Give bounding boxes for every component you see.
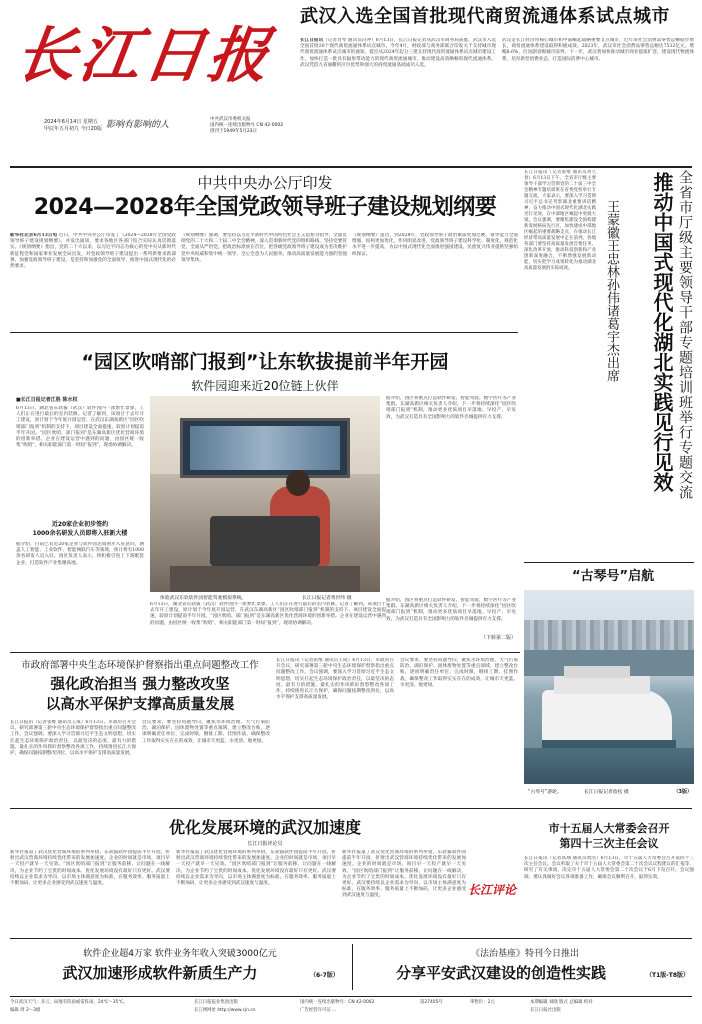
xinhua-col-3: 《规划纲要》提出，到2028年，党政领导班子政治素质更加过硬，领导能力全面增强，结构更加优化，作风明显改进，党政领导班子建设科学化、制度化、规范化水平进一步提高，为以中国式现代化全面推进强国建设、民族复兴伟业提供坚强组织保证。 [352, 233, 518, 257]
xinhua-col-1: 新华社北京6月13日电 近日，中共中央办公厅印发了《2024—2028年全国党政领导班子建设规划纲要》，并发出通知，要求各地区各部门结合实际认真贯彻落实。《规划纲要》指出，党的二十大以来，以习近平同志为核心的党中央从新时代新征程党和国家事业发展全局出发，对党政领导班子建设提出一系列新要求新部署。加强党政领导班子建设，是坚持和加强党的全面领导、推进中国式现代化的必然要求。 [10, 233, 176, 270]
env-body: 长江日报讯（记者张维 通讯员王成）6月13日，市政府召开会议，研究部署第三轮中央生态环境保护督察指出重点问题整改工作。会议强调，要深入学习贯彻习近平生态文明思想，切实扛起生态环境保护政治责任，以最坚决的态度、最有力的措施、最扎实的作风抓好督察整改各项工作，持续推进长江大保护，确保问题按期整改到位，以高水平保护支撑高质量发展。 [10, 720, 136, 757]
forum-headline[interactable]: 推动中国式现代化湖北实践见行见效 [650, 172, 674, 492]
env-story [10, 656, 520, 806]
top-story-body-1: 长江日报讯（记者肖琴 通讯员冯冲）6月13日，长江日报记者从武汉市商务局获悉，武汉市入选全国首批20个现代商贸流通体系试点城市。今年4月，财政部与商务部联合印发关于支持城市现代商贸流通体系试点城市的通知，提出从2024年起分三批支持现代商贸流通体系试点城市建设工作，加快打造一批具有辐射带动能力的现代商贸流通城市，推动建设高效顺畅的现代流通体系。武汉凭借九省通衢的区位优势和强大的商贸流通基础成功入选。 [300, 38, 496, 68]
software-bottom-right: 据介绍，园区将重点打造软件研发、智能驾驶、数字医疗等产业集群。东湖高新区相关负责人介绍，下一步将持续深化“园区吹哨部门报到”机制，推动更多优质项目早落地、早投产、早见效，为武汉打造具有全国影响力的软件名城提供有力支撑。 [386, 598, 516, 622]
xinhua-col-2: 《规划纲要》强调，要坚持以习近平新时代中国特色社会主义思想为指导，全面贯彻党的二十大和二十届二中全会精神，深入贯彻新时代党的组织路线，坚持党要管党、全面从严治党，把政治标准放在首位，把各级党政领导班子建设成为坚决维护党中央权威和集中统一领导、全心全意为人民服务、推动高质量发展能力强的坚强领导集体。 [181, 233, 347, 263]
imprint-weather: 今日武汉天气：多云，局地有阵雨或雷阵雨，24℃～35℃。 [10, 1000, 128, 1005]
editorial-body-1: 新华社报道了武汉优化营商环境的系列举措。东软拔软件园提前半年开园，折射出武汉营商环境持续优化带来的发展加速度。企业的时间就是市场，项目早一天投产就早一天见效。“园区吹哨部门报到”让服务前移，让问题在一线解决，为企业节约了宝贵的时间成本。优化发展环境没有最好只有更好。武汉要持续以企业需求为导向，以市场主体满意度为标准，在服务效率、服务质量上不断加码，让更多企业感受到武汉速度与温度。 [10, 850, 170, 887]
software-story [10, 336, 520, 648]
imprint-staff: 本期编辑 刘晓 版式 总编辑 校对 [530, 1000, 593, 1005]
imprint-publisher: 长江日报社出版 [530, 1008, 561, 1013]
software-bottom-text: 6月13日，湖北省东软拔（武汉）软件园内一派繁忙景象，工人们正在进行最后的室内装修。记者了解到，该项目于去年开工建设，原计划于今年底开园运营，在武汉东湖高新区“园区吹哨部门报到”机制的支持下，项目建设全面提速，较原计划提前半年开园。“园区吹哨、部门报到”是东湖高新区优化营商环境的创新举措。企业在建设运营中遇到的问题，由园区统一收集“吹哨”，相关职能部门第一时间“报到”，现场协调解决。 [150, 602, 386, 626]
teaser-law-ref: （T1版-T8版） [646, 972, 690, 979]
editorial-stamp: 长江评论 [468, 883, 517, 897]
software-photo-credit: 长江日报记者黄世纬 摄 [302, 596, 352, 601]
imprint-price: 零售价：2元 [470, 1000, 495, 1005]
teaser-software-line1: 软件企业超4万家 软件业务年收入突破3000亿元 [83, 949, 277, 959]
guqin-title[interactable]: “古琴号”启航 [572, 569, 655, 584]
guqin-caption: “古琴号”游轮。 [528, 790, 562, 795]
software-subtitle-2: 1000余名研发人员即将入驻新大楼 [32, 530, 128, 537]
guqin-credit: 长江日报记者詹松 摄 [584, 790, 629, 795]
env-headline-2[interactable]: 以高水平保护支撑高质量发展 [45, 697, 235, 713]
software-subtitle-1: 近20家企业初步签约 [51, 521, 109, 528]
npc-headline-1[interactable]: 市十五届人大常委会召开 [548, 822, 670, 835]
editorial-byline: 长江日报评论员 [247, 841, 283, 847]
masthead-founded: 创刊于1949年5月23日 [210, 129, 258, 134]
masthead-date: 2024年6月14日 星期五 [44, 119, 98, 125]
teaser-software[interactable] [10, 942, 350, 992]
software-headline[interactable]: “园区吹哨部门报到”让东软拔提前半年开园 [81, 351, 449, 373]
masthead-lunar: 甲辰年五月初九 今日20版 [44, 126, 102, 132]
editorial-body-2: 新华社报道了武汉优化营商环境的系列举措。东软拔软件园提前半年开园，折射出武汉营商环境持续优化带来的发展加速度。企业的时间就是市场，项目早一天投产就早一天见效。“园区吹哨部门报到”让服务前移，让问题在一线解决，为企业节约了宝贵的时间成本。优化发展环境没有最好只有更好。武汉要持续以企业需求为导向，以市场主体满意度为标准，在服务效率、服务质量上不断加码，让更多企业感受到武汉速度与温度。 [176, 850, 336, 887]
guqin-page-ref: （3版） [673, 789, 692, 795]
imprint-editor: 编辑 周 2～3级 [10, 1008, 41, 1013]
guqin-story [524, 562, 694, 802]
teaser-law-line2: 分享平安武汉建设的创造性实践 [395, 964, 606, 982]
forum-story [524, 170, 694, 560]
masthead-org: 中共武汉市委机关报 [210, 117, 251, 122]
forum-body: 长江日报讯（记者张维 通讯员黄久春）6月13日下午，全省市厅级主要领导干部学习贯彻党的二十届三中全会精神专题培训班在省委党校举行专题交流。大家表示，要深入学习贯彻习近平总书记考察湖北重要讲话精神，奋力推动中国式现代化湖北实践见行见效，在中部地区崛起中勇挑大梁。会议强调，要聚焦建设全国构建新发展格局先行区，加快建成中部地区崛起的重要战略支点，在推动长江经济带高质量发展中走在前列。各地各部门要坚持高质量发展首要任务，深化改革开放，推动科技创新和产业创新深度融合，不断增强发展新动能，切实把学习成果转化为推动湖北高质量发展的实际成效。 [524, 170, 596, 271]
teaser-law[interactable] [356, 942, 694, 992]
masthead-title: 长江日报 [11, 21, 277, 91]
imprint-issue: 第27405号 [420, 1000, 443, 1005]
software-continued: （下转第二版） [480, 635, 516, 641]
guqin-photo [524, 590, 694, 784]
software-byline: ■长江日报记者江胜 陈水权 [16, 397, 78, 403]
env-kicker: 市政府部署中央生态环境保护督察指出重点问题整改工作 [21, 660, 259, 671]
imprint-site: 长江网网址 http://www.cjn.cn [194, 1008, 256, 1013]
banner [10, 170, 520, 230]
forum-names: 王蒙徽王忠林孙伟诸葛宇杰出席 [604, 200, 619, 382]
software-body-2: 据介绍，目前已有近20家企业与软件园达成初步入驻意向，涵盖人工智能、工业软件、智能网联汽车等领域，预计将有1000余名研发人员入驻。园区负责人表示，将积极引进上下游配套企业，打造软件产业集聚高地。 [16, 542, 144, 566]
npc-headline-2[interactable]: 第四十三次主任会议 [559, 837, 659, 850]
software-subhead: 软件园迎来近20位链上伙伴 [191, 379, 339, 393]
editorial-body-3: 新华社报道了武汉优化营商环境的系列举措。东软拔软件园提前半年开园，折射出武汉营商环境持续优化带来的发展加速度。企业的时间就是市场，项目早一天投产就早一天见效。“园区吹哨部门报到”让服务前移，让问题在一线解决，为企业节约了宝贵的时间成本。优化发展环境没有最好只有更好。武汉要持续以企业需求为导向，以市场主体满意度为标准，在服务效率、服务质量上不断加码，让更多企业感受到武汉速度与温度。 [342, 850, 466, 899]
teaser-software-ref: （6-7版） [310, 972, 339, 979]
imprint-code: 国内统一连续出版物号：CN 42-0002 [300, 1000, 375, 1005]
imprint [10, 999, 692, 1021]
top-story-headline[interactable]: 武汉入选全国首批现代商贸流通体系试点城市 [300, 6, 670, 27]
top-story-byline: 长江日报讯 [300, 38, 324, 43]
banner-headline[interactable]: 2024—2028年全国党政领导班子建设规划纲要 [33, 195, 497, 220]
banner-kicker: 中共中央办公厅印发 [197, 174, 333, 192]
editorial-headline[interactable]: 优化发展环境的武汉加速度 [168, 818, 361, 837]
masthead-code: 国内统一连续出版物号 CN 42-0002 [210, 123, 284, 128]
software-body: 6月13日，湖北省东软拔（武汉）软件园内一派繁忙景象，工人们正在进行最后的室内装修。记者了解到，该项目于去年开工建设，原计划于今年底开园运营，在武汉东湖高新区“园区吹哨部门报到”机制的支持下，项目建设全面提速，较原计划提前半年开园。“园区吹哨、部门报到”是东湖高新区优化营商环境的创新举措。企业在建设运营中遇到的问题，由园区统一收集“吹哨”，相关职能部门第一时间“报到”，现场协调解决。 [16, 406, 144, 449]
forum-kicker: 全省市厅级主要领导干部专题培训班举行专题交流 [677, 170, 693, 500]
editorial [10, 812, 520, 936]
top-story [300, 6, 694, 164]
npc-story [524, 812, 694, 936]
imprint-address: 长江日报报业集团出版 [194, 1000, 238, 1005]
npc-body: 长江日报讯（记者高翔 通讯员黄浩）6月13日，市十五届人大常委会召开第四十三次主任会议。会议听取了关于市十五届人大常委会第二十次会议议程建议的汇报等，研究了有关事项，决定市十五届人大常委会第二十次会议于6月下旬召开。会议强调，要认真做好会议各项准备工作，确保会议顺利召开，取得实效。 [524, 856, 694, 880]
software-photo-caption: 体验武汉东软软件园智能驾驶模拟系统。 [160, 596, 247, 601]
software-subtitle-box [16, 520, 144, 540]
env-body-2: 会议要求，要坚持问题导向，聚焦水环境治理、大气污染防治、湖泊保护、固体废物处置等重点领域，建立整改台账，逐项明确责任单位、完成时限，倒排工期、挂图作战，确保整改工作取得实实在在的成效，让城市天更蓝、水更清、地更绿。 [142, 720, 270, 744]
env-body-3: 长江日报讯（记者张维 通讯员王成）6月13日，市政府召开会议，研究部署第三轮中央生态环境保护督察指出重点问题整改工作。会议强调，要深入学习贯彻习近平生态文明思想，切实扛起生态环境保护政治责任，以最坚决的态度、最有力的措施、最扎实的作风抓好督察整改各项工作，持续推进长江大保护，确保问题按期整改到位，以高水平保护支撑高质量发展。 [276, 658, 394, 701]
software-right-col: 据介绍，园区将重点打造软件研发、智能驾驶、数字医疗等产业集群。东湖高新区相关负责人介绍，下一步将持续深化“园区吹哨部门报到”机制，推动更多优质项目早落地、早投产、早见效，为武汉打造具有全国影响力的软件名城提供有力支撑。 [386, 396, 516, 420]
env-headline-1[interactable]: 强化政治担当 强力整改攻坚 [50, 677, 230, 693]
xinhua-story [10, 233, 518, 329]
imprint-ad: 广告经营许可证 ... [300, 1008, 337, 1013]
masthead-slogan: 影响有影响的人 [106, 120, 170, 130]
masthead [10, 8, 300, 168]
xinhua-dateline: 新华社北京6月13日电 [10, 233, 58, 238]
teaser-software-line2: 武汉加速形成软件新质生产力 [62, 964, 258, 982]
env-body-4: 会议要求，要坚持问题导向，聚焦水环境治理、大气污染防治、湖泊保护、固体废物处置等重点领域，建立整改台账，逐项明确责任单位、完成时限，倒排工期、挂图作战，确保整改工作取得实实在在的成效，让城市天更蓝、水更清、地更绿。 [400, 658, 518, 688]
software-photo [150, 396, 380, 592]
teaser-law-line1: 《法治基座》特刊今日推出 [470, 949, 579, 959]
top-story-body-2: 武汉是长江经济带核心城市和中部崛起战略重要支点城市，近年来社会消费品零售总额稳步增长，商贸流通体系建设取得积极成效。2023年，武汉市社会消费品零售总额达7532亿元，增幅8.6%，位居副省级城市前列。下一步，武汉将加快推动城市商业提质扩容，建设现代物流体系，培育新型消费业态，打造国际消费中心城市。 [502, 38, 694, 62]
